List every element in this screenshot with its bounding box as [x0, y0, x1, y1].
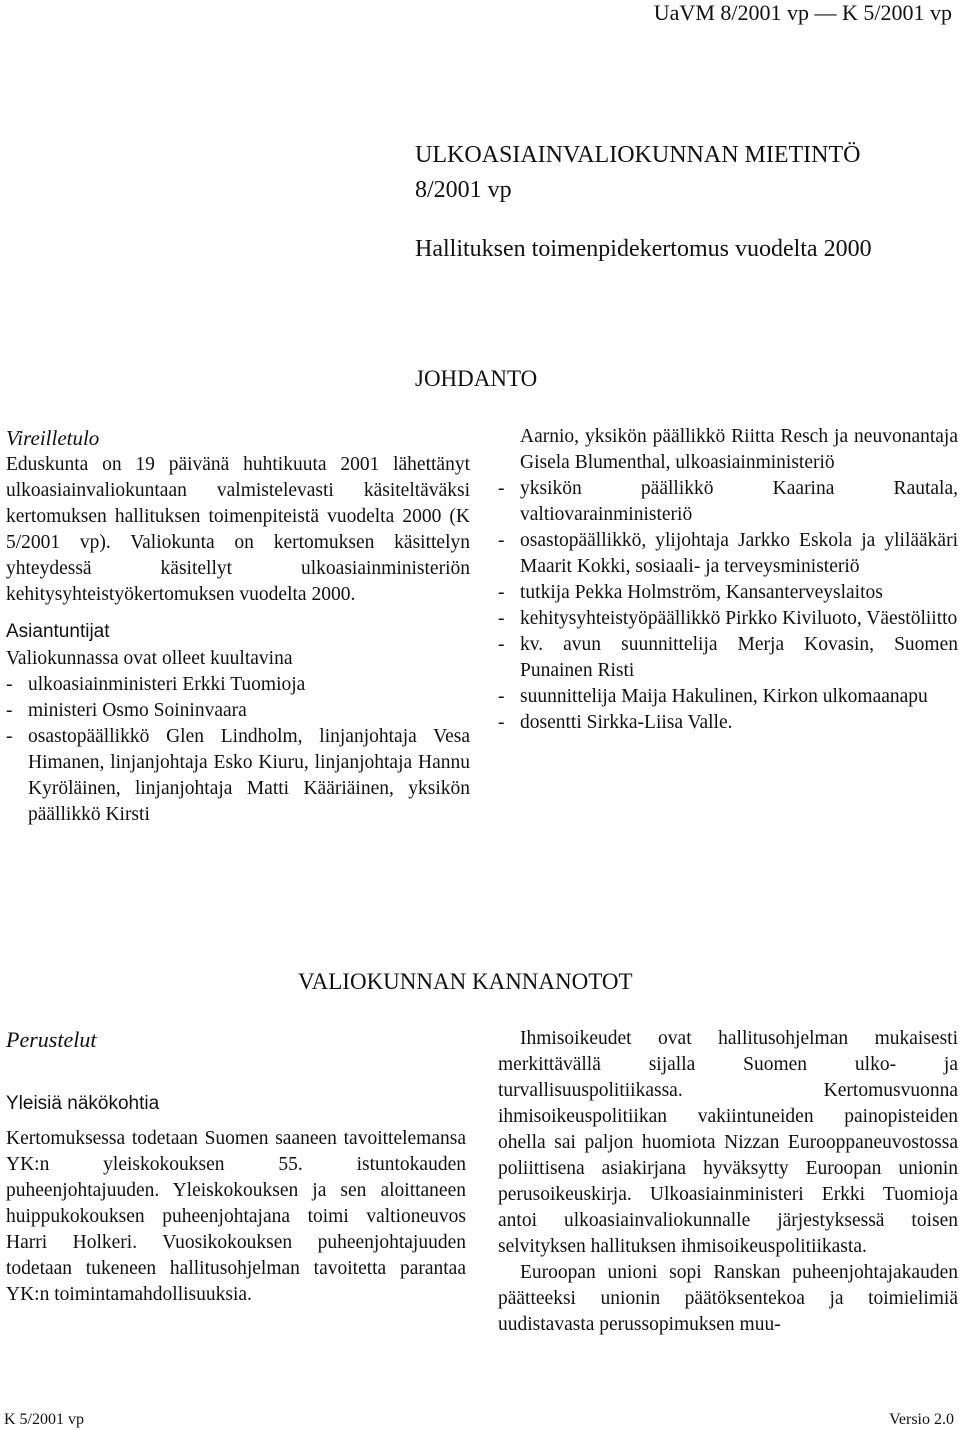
kannanotot-right-column — [498, 1026, 958, 1338]
yleisia-paragraph: Kertomuksessa todetaan Suomen saaneen tavoittelemansa YK:n yleiskokouksen 55. istuntokauden puheenjohtajuuden. Yleiskokouksen ja sen aloittaneen huippukokouksen puheenjohtajana toimi valtioneuvos Harri Holkeri. Vuosikokouksen puheenjohtajuuden todetaan tukeneen hallitusohjelman tavoitetta parantaa YK:n toimintamahdollisuuksia. — [6, 1128, 466, 1305]
report-title: ULKOASIAINVALIOKUNNAN MIETINTÖ — [415, 142, 861, 168]
section-heading-kannanotot: VALIOKUNNAN KANNANOTOT — [298, 969, 633, 994]
yleisia-heading: Yleisiä näkökohtia — [6, 1093, 160, 1114]
list-item: - kehitysyhteistyöpäällikkö Pirkko Kiviluoto, Väestöliitto — [498, 606, 958, 632]
list-item: - osastopäällikkö, ylijohtaja Jarkko Eskola ja ylilääkäri Maarit Kokki, sosiaali- ja terveysministeriö — [498, 528, 958, 580]
list-item: - yksikön päällikkö Kaarina Rautala, valtiovarainministeriö — [498, 476, 958, 528]
list-item: - kv. avun suunnittelija Merja Kovasin, Suomen Punainen Risti — [498, 632, 958, 684]
kannanotot-left-column — [6, 1026, 466, 1308]
ihmisoikeudet-paragraph: Ihmisoikeudet ovat hallitusohjelman mukaisesti merkittävällä sijalla Suomen ulko- ja turvallisuuspolitiikassa. Kertomusvuonna ihmisoikeuspolitiikan vakiintuneiden painopisteiden ohella sai paljon huomiota Nizzan Eurooppaneuvostossa poliittisena asiakirjana hyväksytty Euroopan unionin perusoikeuskirja. Ulkoasiainministeri Erkki Tuomioja antoi ulkoasiainvaliokunnalle järjestyksessä toisen selvityksen hallituksen ihmisoikeuspolitiikasta. — [498, 1028, 958, 1257]
expert-continuation: Aarnio, yksikön päällikkö Riitta Resch ja neuvonantaja Gisela Blumenthal, ulkoasiainministeriö — [520, 426, 958, 473]
list-item: - osastopäällikkö Glen Lindholm, linjanjohtaja Vesa Himanen, linjanjohtaja Esko Kiuru, linjanjohtaja Hannu Kyröläinen, linjanjohtaja Matti Kääriäinen, yksikön päällikkö Kirsti — [6, 724, 470, 828]
perustelut-heading: Perustelut — [6, 1027, 97, 1052]
list-item: - ministeri Osmo Soininvaara — [6, 698, 470, 724]
list-item: - ulkoasiainministeri Erkki Tuomioja — [6, 672, 470, 698]
asiantuntijat-heading: Asiantuntijat — [6, 621, 110, 642]
asiantuntijat-intro: Valiokunnassa ovat olleet kuultavina — [6, 648, 293, 669]
list-item: - suunnittelija Maija Hakulinen, Kirkon ulkomaanapu — [498, 684, 958, 710]
expert-list-right — [498, 476, 958, 736]
intro-right-column — [498, 424, 958, 736]
report-number: 8/2001 vp — [415, 177, 512, 203]
report-subtitle: Hallituksen toimenpidekertomus vuodelta 2000 — [415, 236, 872, 262]
intro-left-column — [6, 424, 470, 828]
footer-version: Versio 2.0 — [889, 1411, 954, 1428]
list-item: - dosentti Sirkka-Liisa Valle. — [498, 710, 958, 736]
running-header: UaVM 8/2001 vp — K 5/2001 vp — [653, 0, 952, 25]
footer-doc-id: K 5/2001 vp — [4, 1411, 84, 1428]
expert-list-left — [6, 672, 470, 828]
vireilletulo-heading: Vireilletulo — [6, 426, 100, 450]
section-heading-johdanto: JOHDANTO — [415, 366, 538, 391]
list-item: - tutkija Pekka Holmström, Kansanterveyslaitos — [498, 580, 958, 606]
vireilletulo-text: Eduskunta on 19 päivänä huhtikuuta 2001 lähettänyt ulkoasiainvaliokuntaan valmistelevasti käsiteltäväksi kertomuksen hallituksen toimenpiteistä vuodelta 2000 (K 5/2001 vp). Valiokunta on kertomuksen käsittelyn yhteydessä käsitellyt ulkoasiainministeriön kehitysyhteistyökertomuksen vuodelta 2000. — [6, 454, 470, 605]
eu-paragraph: Euroopan unioni sopi Ranskan puheenjohtajakauden päätteeksi unionin päätöksentekoa ja toimielimiä uudistavasta perussopimuksen muu- — [498, 1262, 958, 1335]
